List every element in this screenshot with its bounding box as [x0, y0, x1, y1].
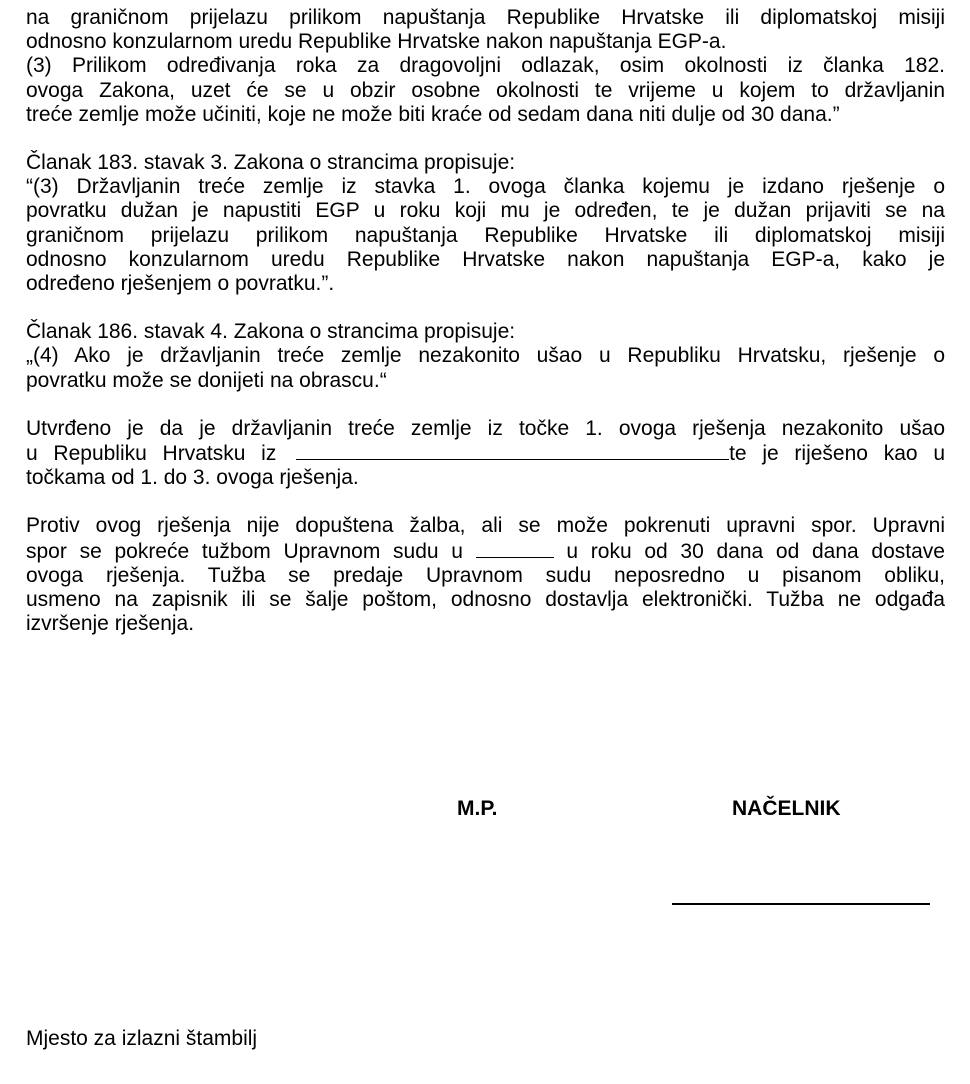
text-line: na graničnom prijelazu prilikom napuštanja Republike Hrvatske ili diplomatskoj misiji: [26, 6, 945, 29]
text-line-with-blank: [26, 539, 945, 564]
text-line: Protiv ovog rješenja nije dopuštena žalba, ali se može pokrenuti upravni spor. Upravni: [26, 514, 945, 538]
finding-paragraph: [26, 417, 945, 491]
article-183-paragraph: [26, 151, 945, 296]
country-blank-field[interactable]: [296, 441, 729, 460]
document-body: [26, 6, 945, 660]
text-fragment: u roku od 30 dana od dana dostave: [566, 539, 945, 563]
court-city-blank-field[interactable]: [476, 539, 554, 558]
text-fragment: te je riješeno kao u: [729, 442, 945, 466]
text-line: određeno rješenjem o povratku.”.: [26, 272, 335, 296]
text-line: ovoga Zakona, uzet će se u obzir osobne okolnosti te vrijeme u kojem to državljanin: [26, 78, 945, 102]
text-line: točkama od 1. do 3. ovoga rješenja.: [26, 466, 359, 490]
text-line: odnosno konzularnom uredu Republike Hrvatske nakon napuštanja EGP-a, kako je: [26, 247, 945, 271]
text-line: treće zemlje može učiniti, koje ne može biti kraće od sedam dana niti dulje od 30 dana.”: [26, 102, 840, 126]
text-line: graničnom prijelazu prilikom napuštanja Republike Hrvatske ili diplomatskoj misiji: [26, 223, 945, 247]
text-fragment: u Republiku Hrvatsku iz: [26, 442, 277, 466]
appeal-paragraph: [26, 514, 945, 636]
text-line: odnosno konzularnom uredu Republike Hrvatske nakon napuštanja EGP-a.: [26, 30, 727, 54]
text-line: izvršenje rješenja.: [26, 612, 195, 636]
text-line: „(4) Ako je državljanin treće zemlje nezakonito ušao u Republiku Hrvatsku, rješenje o: [26, 344, 945, 368]
text-line: Utvrđeno je da je državljanin treće zemlje iz točke 1. ovoga rješenja nezakonito ušao: [26, 416, 945, 440]
article-heading: Članak 183. stavak 3. Zakona o strancima propisuje:: [26, 151, 516, 175]
signature-line: [672, 903, 930, 905]
text-line: usmeno na zapisnik ili se šalje poštom, odnosno dostavlja elektronički. Tužba ne odgađa: [26, 588, 945, 612]
official-title: NAČELNIK: [732, 797, 841, 820]
text-fragment: spor se pokreće tužbom Upravnom sudu u: [26, 539, 463, 563]
intro-paragraph: [26, 6, 945, 127]
text-line: (3) Prilikom određivanja roka za dragovoljni odlazak, osim okolnosti iz članka 182.: [26, 54, 945, 78]
signature-row: [0, 797, 970, 827]
text-line-with-blank: [26, 441, 945, 466]
article-heading: Članak 186. stavak 4. Zakona o strancima propisuje:: [26, 320, 516, 344]
text-line: ovoga rješenja. Tužba se predaje Upravnom sudu neposredno u pisanom obliku,: [26, 563, 945, 587]
stamp-place-label: Mjesto za izlazni štambilj: [26, 1027, 258, 1050]
text-line: povratku može se donijeti na obrascu.“: [26, 368, 387, 392]
article-186-paragraph: [26, 320, 945, 393]
seal-label: M.P.: [457, 797, 498, 820]
text-line: povratku dužan je napustiti EGP u roku koji mu je određen, te je dužan prijaviti se na: [26, 199, 945, 223]
text-line: “(3) Državljanin treće zemlje iz stavka 1. ovoga članka kojemu je izdano rješenje o: [26, 175, 945, 199]
